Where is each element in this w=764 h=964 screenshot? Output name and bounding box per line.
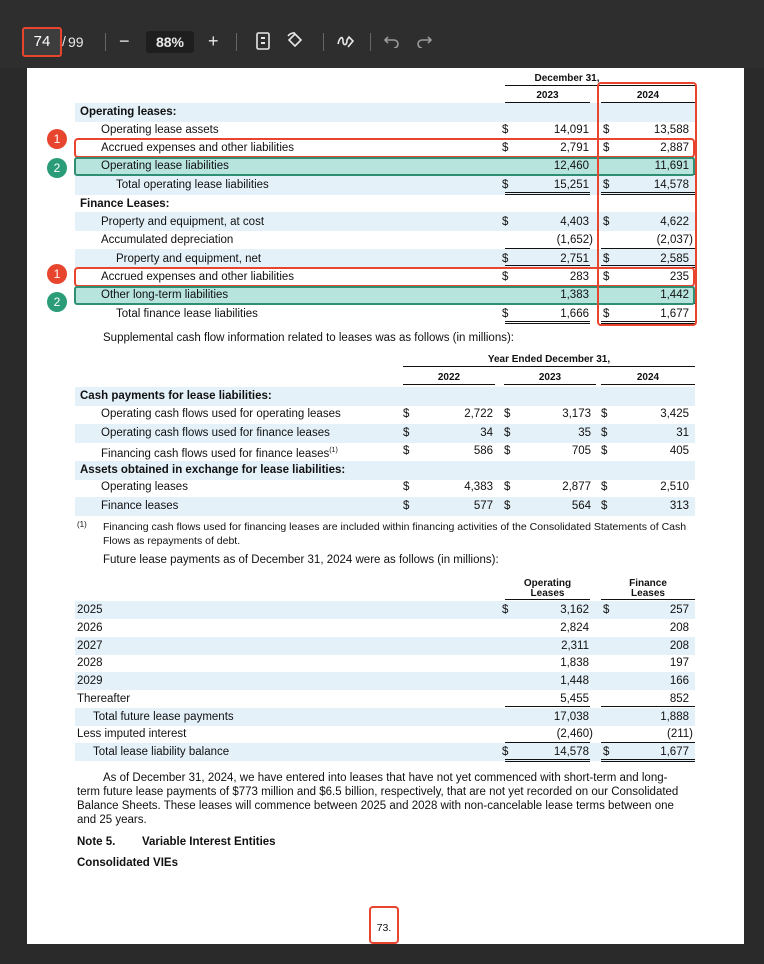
page-number-input[interactable]: 74 [22, 27, 62, 57]
year-2023: 2023 [538, 372, 562, 383]
note-title: Variable Interest Entities [142, 836, 276, 848]
dollar-sign: $ [603, 271, 610, 283]
value-2023: 2,751 [560, 253, 589, 265]
operating-value: 1,838 [560, 657, 589, 669]
row-label: Accrued expenses and other liabilities [101, 142, 295, 154]
rotate-icon[interactable] [285, 32, 305, 53]
value-2023: (1,652) [556, 234, 593, 246]
dollar-sign: $ [403, 500, 410, 512]
dollar-sign: $ [403, 445, 410, 457]
value-2024: 1,677 [660, 308, 689, 320]
finance-value: (211) [667, 728, 693, 740]
dollar-sign: $ [601, 500, 608, 512]
footnote-ref: (1) [329, 447, 338, 454]
dollar-sign: $ [502, 216, 509, 228]
row-label: Financing cash flows used for finance leases [101, 447, 330, 460]
operating-value: 2,824 [560, 622, 589, 634]
row-highlight [75, 601, 695, 619]
paragraph-line4: and 25 years. [77, 814, 147, 826]
page-divider: / [62, 33, 66, 49]
future-row-label: 2026 [77, 622, 103, 634]
finance-value: 1,677 [660, 746, 689, 758]
value-2023: 1,383 [560, 289, 589, 301]
value-2023: 564 [571, 500, 591, 512]
value-2024: 13,588 [653, 124, 689, 136]
row-label: Operating cash flows used for finance leases [101, 427, 330, 439]
zoom-level[interactable]: 88% [146, 31, 194, 53]
paragraph-line3: Balance Sheets. These leases will commence between 2025 and 2028 with non-cancelable lease terms between one [77, 800, 674, 812]
value-2024: (2,037) [656, 234, 693, 246]
finance-value: 257 [669, 604, 689, 616]
future-row-label: 2028 [77, 657, 103, 669]
dollar-sign: $ [603, 124, 610, 136]
future-row-label: 2025 [77, 604, 103, 616]
table-rule [601, 742, 695, 743]
table-rule [505, 759, 590, 762]
paragraph-line1: As of December 31, 2024, we have entered into leases that have not yet commenced with short-term and long- [103, 772, 668, 784]
separator [236, 33, 237, 51]
value-2023: 1,666 [560, 308, 589, 320]
row-label: Property and equipment, net [116, 253, 262, 265]
page-number: 73. [376, 922, 392, 934]
value-2023: 4,403 [560, 216, 589, 228]
value-2024: 31 [676, 427, 689, 439]
year-2023: 2023 [536, 90, 559, 101]
value-2022: 2,722 [464, 408, 493, 420]
redo-icon[interactable] [416, 32, 432, 51]
dollar-sign: $ [502, 746, 509, 758]
value-2024: 405 [669, 445, 689, 457]
operating-leases-title: Operating leases: [80, 106, 177, 118]
row-label: Total operating lease liabilities [116, 179, 269, 191]
dollar-sign: $ [502, 253, 509, 265]
separator [323, 33, 324, 51]
operating-value: 14,578 [553, 746, 589, 758]
value-2023: 3,173 [562, 408, 591, 420]
future-row-label: Total lease liability balance [93, 746, 230, 758]
dollar-sign: $ [603, 216, 610, 228]
dollar-sign: $ [601, 427, 608, 439]
col-finance-l2: Leases [631, 588, 665, 599]
row-label: Operating lease assets [101, 124, 219, 136]
dollar-sign: $ [603, 179, 610, 191]
dollar-sign: $ [601, 408, 608, 420]
dollar-sign: $ [403, 427, 410, 439]
year-2024: 2024 [636, 372, 660, 383]
year-2022: 2022 [437, 372, 461, 383]
undo-icon[interactable] [384, 32, 400, 51]
zoom-in-button[interactable]: + [208, 31, 219, 51]
future-row-label: Total future lease payments [93, 711, 234, 723]
annotation-badge-1: 1 [47, 264, 67, 284]
year-2024: 2024 [636, 90, 660, 101]
pdf-page [27, 68, 744, 944]
table-rule [601, 706, 695, 707]
dollar-sign: $ [603, 746, 610, 758]
value-2022: 4,383 [464, 481, 493, 493]
value-2024: 4,622 [660, 216, 689, 228]
footnote-mark: (1) [77, 520, 87, 529]
future-row-label: Thereafter [77, 693, 131, 705]
annotation-badge-2: 2 [47, 292, 67, 312]
value-2023: 12,460 [553, 160, 589, 172]
operating-value: 1,448 [560, 675, 589, 687]
footnote-line1: Financing cash flows used for financing leases are included within financing activities of the Consolidated Statements of Cash [103, 521, 687, 533]
value-2024: 14,578 [653, 179, 689, 191]
dollar-sign: $ [603, 604, 610, 616]
zoom-out-button[interactable]: − [119, 31, 130, 51]
dollar-sign: $ [603, 142, 610, 154]
value-2023: 2,877 [562, 481, 591, 493]
pdf-toolbar [0, 0, 764, 68]
row-label: Operating cash flows used for operating leases [101, 408, 341, 420]
value-2023: 705 [571, 445, 591, 457]
annotation-badge-1: 1 [47, 129, 67, 149]
subheading: Consolidated VIEs [77, 857, 178, 869]
dollar-sign: $ [502, 604, 509, 616]
finance-value: 208 [669, 622, 689, 634]
row-highlight [75, 637, 695, 655]
value-2024: 1,442 [660, 289, 689, 301]
value-2022: 586 [473, 445, 493, 457]
dollar-sign: $ [504, 445, 511, 457]
row-label: Property and equipment, at cost [101, 216, 265, 228]
value-2024: 3,425 [660, 408, 689, 420]
table-rule [505, 742, 590, 743]
supplemental-intro: Supplemental cash flow information related to leases was as follows (in millions): [103, 332, 514, 344]
separator [105, 33, 106, 51]
value-2024: 2,887 [660, 142, 689, 154]
value-2024: 11,691 [654, 160, 689, 172]
dollar-sign: $ [403, 408, 410, 420]
future-row-label: Less imputed interest [77, 728, 187, 740]
value-2023: 15,251 [553, 179, 589, 191]
page-total: 99 [68, 34, 84, 50]
dollar-sign: $ [502, 142, 509, 154]
annotation-box-2024-column [597, 82, 697, 326]
dollar-sign: $ [504, 427, 511, 439]
finance-value: 852 [669, 693, 689, 705]
row-label: Operating lease liabilities [101, 160, 229, 172]
future-row-label: 2029 [77, 675, 103, 687]
operating-value: 2,311 [561, 640, 589, 652]
finance-value: 1,888 [660, 711, 689, 723]
dollar-sign: $ [403, 481, 410, 493]
dollar-sign: $ [504, 408, 511, 420]
dollar-sign: $ [603, 308, 610, 320]
row-label: Operating leases [101, 481, 188, 493]
operating-value: (2,460) [556, 728, 593, 740]
value-2023: 2,791 [560, 142, 589, 154]
value-2024: 313 [669, 500, 689, 512]
value-2023: 35 [578, 427, 591, 439]
dollar-sign: $ [504, 481, 511, 493]
table-rule [601, 759, 695, 762]
dollar-sign: $ [504, 500, 511, 512]
separator [370, 33, 371, 51]
row-label: Total finance lease liabilities [116, 308, 258, 320]
note-heading: Note 5. [77, 836, 116, 848]
value-2023: 283 [569, 271, 589, 283]
operating-value: 5,455 [560, 693, 589, 705]
row-label: Accumulated depreciation [101, 234, 234, 246]
value-2024: 2,585 [660, 253, 689, 265]
finance-value: 208 [669, 640, 689, 652]
leases-header: December 31, [534, 73, 600, 84]
value-2024: 235 [669, 271, 689, 283]
paragraph-line2: term future lease payments of $773 million and $6.5 billion, respectively, that are not yet recorded on our Consolidated [77, 786, 679, 798]
row-label: Finance leases [101, 500, 179, 512]
cash-section1: Cash payments for lease liabilities: [80, 390, 272, 402]
row-label: Other long-term liabilities [101, 289, 229, 301]
cash-table-header: Year Ended December 31, [487, 354, 611, 365]
finance-value: 197 [669, 657, 689, 669]
dollar-sign: $ [601, 481, 608, 493]
value-2024: 2,510 [660, 481, 689, 493]
value-2023: 14,091 [553, 124, 589, 136]
future-intro: Future lease payments as of December 31, 2024 were as follows (in millions): [103, 554, 499, 566]
future-row-label: 2027 [77, 640, 103, 652]
operating-value: 17,038 [553, 711, 589, 723]
dollar-sign: $ [502, 124, 509, 136]
finance-leases-title: Finance Leases: [80, 198, 170, 210]
dollar-sign: $ [502, 308, 509, 320]
dollar-sign: $ [603, 253, 610, 265]
dollar-sign: $ [502, 179, 509, 191]
fit-page-icon[interactable] [256, 32, 270, 53]
dollar-sign: $ [601, 445, 608, 457]
operating-value: 3,162 [560, 604, 589, 616]
row-label: Accrued expenses and other liabilities [101, 271, 295, 283]
annotation-badge-2: 2 [47, 158, 67, 178]
cash-section2: Assets obtained in exchange for lease liabilities: [80, 464, 346, 476]
finance-value: 166 [669, 675, 689, 687]
dollar-sign: $ [502, 271, 509, 283]
table-rule [505, 706, 590, 707]
value-2022: 34 [480, 427, 493, 439]
draw-icon[interactable] [336, 32, 356, 53]
col-operating-l1: Operating [523, 578, 572, 589]
col-operating-l2: Leases [530, 588, 565, 599]
col-finance-l1: Finance [629, 578, 667, 589]
row-highlight [75, 672, 695, 690]
footnote-line2: Flows as repayments of debt. [103, 535, 241, 547]
value-2022: 577 [473, 500, 493, 512]
